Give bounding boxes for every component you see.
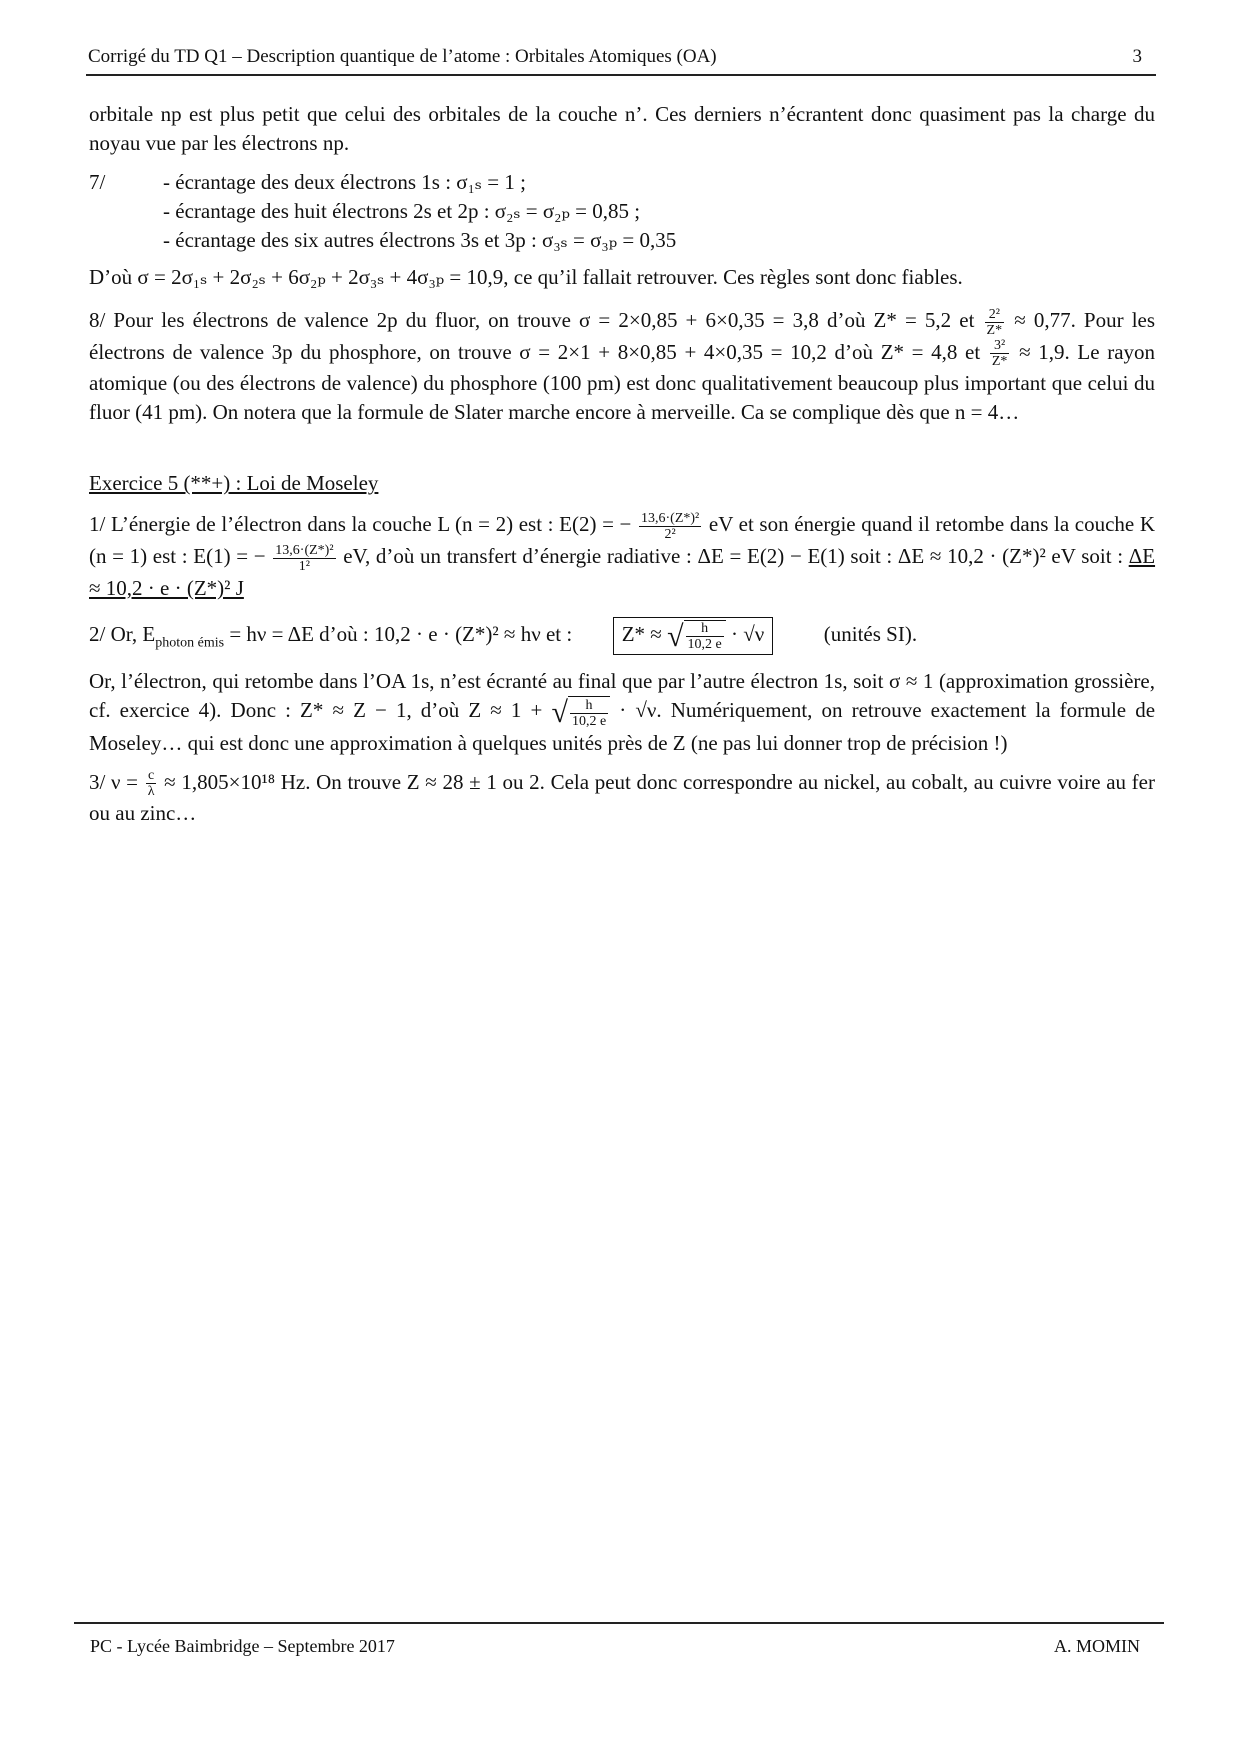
q2-subscript: photon émis	[155, 635, 225, 651]
q3-text-b: ≈ 1,805×10¹⁸ Hz. On trouve Z ≈ 28 ± 1 ou 2. Cela peut donc correspondre au nickel, au cobalt, au cuivre voire au fer ou au zinc…	[89, 769, 1155, 826]
footer-left: PC - Lycée Baimbridge – Septembre 2017	[90, 1636, 395, 1656]
exercise-question-3	[89, 768, 1155, 829]
exercise-question-2	[89, 617, 1155, 657]
screening-item: - écrantage des huit électrons 2s et 2p : σ₂ₛ = σ₂ₚ = 0,85 ;	[163, 199, 641, 223]
exercise-question-1	[89, 510, 1155, 602]
page-number: 3	[1132, 46, 1142, 67]
exercise-question-2-continued	[89, 667, 1155, 758]
sqrt: √ $\frac{h}{10,2 e}$	[667, 620, 726, 653]
question-7-items	[163, 168, 676, 255]
fraction-denominator: Z*	[986, 322, 1003, 338]
q2-text-b: = hν = ΔE d’où : 10,2 · e · (Z*)² ≈ hν et :	[229, 621, 573, 646]
fraction-numerator: h	[686, 621, 724, 637]
fraction-denominator: 1²	[298, 558, 310, 574]
fraction-numerator: c	[146, 768, 157, 784]
fraction-numerator: 13,6·(Z*)²	[275, 542, 334, 558]
page-header	[86, 44, 1156, 76]
header-title: Corrigé du TD Q1 – Description quantique de l’atome : Orbitales Atomiques (OA)	[88, 46, 717, 67]
q8-text-b: ≈ 0,77. Pour les électrons de valence 3p du phosphore, on trouve σ = 2×1 + 8×0,85 + 4×0,35 = 10,2 d’où Z* = 4,8 et	[89, 308, 1156, 364]
box-left: Z* ≈	[621, 621, 662, 646]
sqrt: √ $\frac{h}{10,2 e}$	[551, 696, 610, 729]
fraction-denominator: λ	[147, 784, 155, 800]
footer-right: A. MOMIN	[1053, 1636, 1140, 1656]
boxed-result	[613, 617, 774, 656]
q2-text-a: 2/ Or, E	[89, 621, 156, 646]
q1-result: ΔE ≈ 10,2 · e · (Z*)² J	[89, 544, 1156, 600]
screening-item: - écrantage des deux électrons 1s : σ₁ₛ = 1 ;	[163, 170, 526, 194]
q8-text-a: 8/ Pour les électrons de valence 2p du fluor, on trouve σ = 2×0,85 + 6×0,35 = 3,8 d’où Z* = 5,2 et	[89, 308, 975, 332]
box-right: · √ν	[731, 621, 765, 646]
screening-item: - écrantage des six autres électrons 3s et 3p : σ₃ₛ = σ₃ₚ = 0,35	[163, 228, 677, 252]
page-footer	[74, 1622, 1164, 1656]
q1-text-a: 1/ L’énergie de l’électron dans la couche L (n = 2) est : E(2) = −	[89, 512, 632, 537]
fraction-frequency	[146, 768, 157, 799]
fraction-numerator: h	[570, 698, 608, 714]
q1-text-c: eV, d’où un transfert d’énergie radiative : ΔE = E(2) − E(1) soit : ΔE ≈ 10,2 · (Z*)² eV soit :	[343, 544, 1124, 569]
fraction-energy-l	[639, 511, 701, 542]
question-8	[89, 306, 1155, 427]
fraction-denominator: 10,2 e	[687, 637, 722, 653]
fraction-numerator: 2²	[985, 307, 1005, 323]
question-7-label: 7/	[89, 170, 106, 194]
question-7-conclusion: D’où σ = 2σ₁ₛ + 2σ₂ₛ + 6σ₂ₚ + 2σ₃ₛ + 4σ₃ₚ = 10,9, ce qu’il fallait retrouver. Ces règles sont donc fiables.	[89, 265, 963, 289]
q2-cont-b: · √ν. Numériquement, on retrouve exactement la formule de Moseley… qui est donc une approximation à quelques unités près de Z (ne pas lui donner trop de précision !)	[89, 698, 1156, 755]
question-7	[89, 168, 1155, 255]
paragraph-np-screening: orbitale np est plus petit que celui des orbitales de la couche n’. Ces derniers n’écrantent donc quasiment pas la charge du noyau vue par les électrons np.	[89, 102, 1155, 155]
q2-cont-a: Or, l’électron, qui retombe dans l’OA 1s, n’est écranté au final que par l’autre électron 1s, soit σ ≈ 1 (approximation grossière, cf. exercice 4). Donc : Z* ≈ Z − 1, d’où Z ≈ 1 +	[89, 669, 1155, 723]
fraction-phosphore	[990, 338, 1010, 369]
fraction-numerator: 3²	[990, 338, 1010, 354]
document-body	[89, 100, 1155, 838]
q1-text-b: eV et son énergie quand il retombe dans la couche K (n = 1) est : E(1) = −	[89, 512, 1156, 569]
fraction-denominator: 10,2 e	[571, 713, 607, 729]
exercise-title-text: Exercice 5 (**+) : Loi de Moseley	[89, 471, 379, 496]
fraction-denominator: Z*	[991, 354, 1008, 370]
fraction-fluor	[985, 307, 1005, 338]
q3-text-a: 3/ ν =	[89, 769, 139, 794]
q2-units: (unités SI).	[823, 621, 918, 646]
fraction-denominator: 2²	[664, 527, 676, 543]
q8-text-c: ≈ 1,9. Le rayon atomique (ou des électrons de valence) du phosphore (100 pm) est donc qualitativement beaucoup plus important que celui du fluor (41 pm). On notera que la formule de Slater marche encore à merveille. Ca se complique dès que n = 4…	[89, 339, 1156, 425]
exercise-title	[89, 469, 1155, 498]
fraction-numerator: 13,6·(Z*)²	[641, 511, 700, 527]
fraction-energy-k	[273, 543, 335, 574]
